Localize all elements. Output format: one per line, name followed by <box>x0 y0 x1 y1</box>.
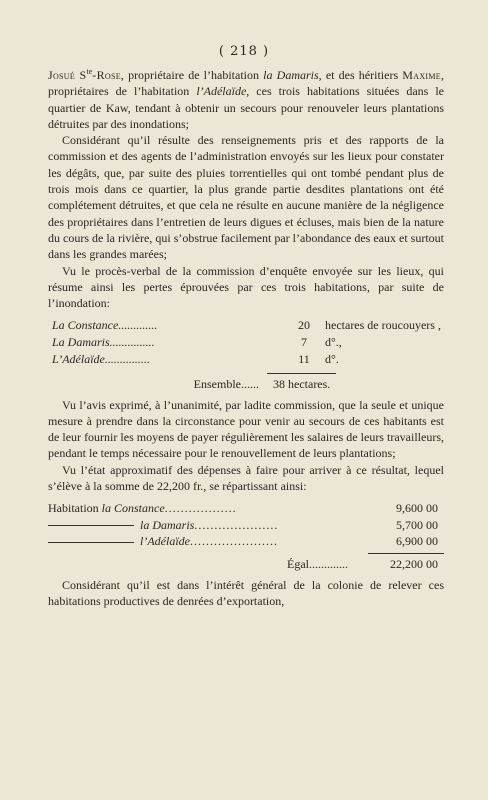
habitation-cell: La Damaris............... <box>52 335 155 350</box>
text-fragment: , propriétaire de l’habitation <box>120 68 264 82</box>
leader-dots: .................. <box>164 501 237 516</box>
table-row <box>48 351 444 368</box>
habitation-cell: L’Adélaïde............... <box>52 351 150 366</box>
page-number: ( 218 ) <box>218 44 270 59</box>
document-body <box>48 64 444 609</box>
expense-label <box>48 533 348 549</box>
ditto-dash <box>48 525 134 526</box>
paragraph-etat: Vu l’état approximatif des dépenses à faire pour arriver à ce résultat, lequel s’élève à la somme de 22,200 fr., se répartissant ainsi: <box>48 462 444 494</box>
person-name: Maxime <box>402 68 441 82</box>
total-label: Égal............. <box>287 557 348 572</box>
hectares-cell: 20 <box>298 318 310 333</box>
habitation-name: l’Adélaïde <box>196 84 247 99</box>
leader-dots: ...................... <box>189 534 278 549</box>
expense-label <box>48 500 348 516</box>
expense-label <box>48 517 348 533</box>
total-value: 22,200 00 <box>368 553 444 572</box>
table-row <box>48 334 444 351</box>
losses-table <box>48 317 444 392</box>
amount-cell: 9,600 00 <box>396 501 438 516</box>
expenses-table <box>48 500 444 572</box>
table-row <box>48 317 444 334</box>
habitation-name: la Damaris <box>140 517 195 532</box>
unit-cell: d°. <box>325 351 339 366</box>
unit-cell: hectares de roucouyers , <box>325 318 441 333</box>
hectares-cell: 11 <box>298 351 310 366</box>
superscript: te <box>86 67 93 76</box>
expenses-total-row <box>48 553 444 572</box>
leader-dots: ..................... <box>194 517 279 532</box>
table-row <box>48 500 444 516</box>
table-row <box>48 517 444 533</box>
habitation-name: l’Adélaïde <box>140 534 190 549</box>
person-name-suffix: -Rose <box>92 68 121 82</box>
total-value: 38 hectares. <box>267 373 336 392</box>
text-fragment: , propriétaires de l’habitation <box>48 68 444 99</box>
unit-cell: d°., <box>325 335 342 350</box>
total-label: Ensemble...... <box>193 377 259 392</box>
losses-total-row <box>48 373 444 392</box>
hectares-cell: 7 <box>301 335 307 350</box>
person-name: Josué S <box>48 68 87 82</box>
text-fragment: , et des héritiers <box>318 68 403 82</box>
paragraph-proces-verbal: Vu le procès-verbal de la commission d’enquête envoyée sur les lieux, qui résume ainsi les pertes éprouvées par ces trois habitations, par suite de l’inondation: <box>48 263 444 311</box>
paragraph-avis: Vu l’avis exprimé, à l’unanimité, par ladite commission, que la seule et unique mesure à prendre dans la circonstance pour venir au secours de ces habitants est de leur fournir les moyens de payer régulièrement les salaires de leurs travailleurs, pendant le temps nécessaire pour le renouvellement de leurs plantations; <box>48 397 444 461</box>
paragraph-considerant-final: Considérant qu’il est dans l’intérêt général de la colonie de relever ces habitations productives de denrées d’exportation, <box>48 577 444 609</box>
prefix: Habitation <box>48 501 99 516</box>
habitation-cell: La Constance............. <box>52 318 158 333</box>
habitation-name: la Constance <box>101 501 165 516</box>
habitation-name: la Damaris <box>263 68 319 82</box>
table-row <box>48 533 444 549</box>
paragraph-petitioners <box>48 64 444 132</box>
paragraph-considerant: Considérant qu’il résulte des renseignements pris et des rapports de la commission et des agents de l’administration envoyés sur les lieux pour constater les dégâts, que, par suite des pluies torrentielles qui ont tombé pendant plus de trois mois dans ce quartier, la plus grande partie desdites plantations ont été complétement détruites, et que cela ne résulte en aucune manière de la négligence des propriétaires dans l’entretien de leurs digues et écluses, mais bien de la nature du cours de la rivière, qui s’obstrue facilement par l’abondance des eaux et surtout dans les grandes marées; <box>48 133 444 262</box>
amount-cell: 6,900 00 <box>396 534 438 549</box>
text-fragment: , ces trois habitations situées dans le quartier de Kaw, tendant à obtenir un secours pour renouveler leurs plantations détruites par des inondations; <box>48 84 444 131</box>
ditto-dash <box>48 542 134 543</box>
amount-cell: 5,700 00 <box>396 517 438 532</box>
